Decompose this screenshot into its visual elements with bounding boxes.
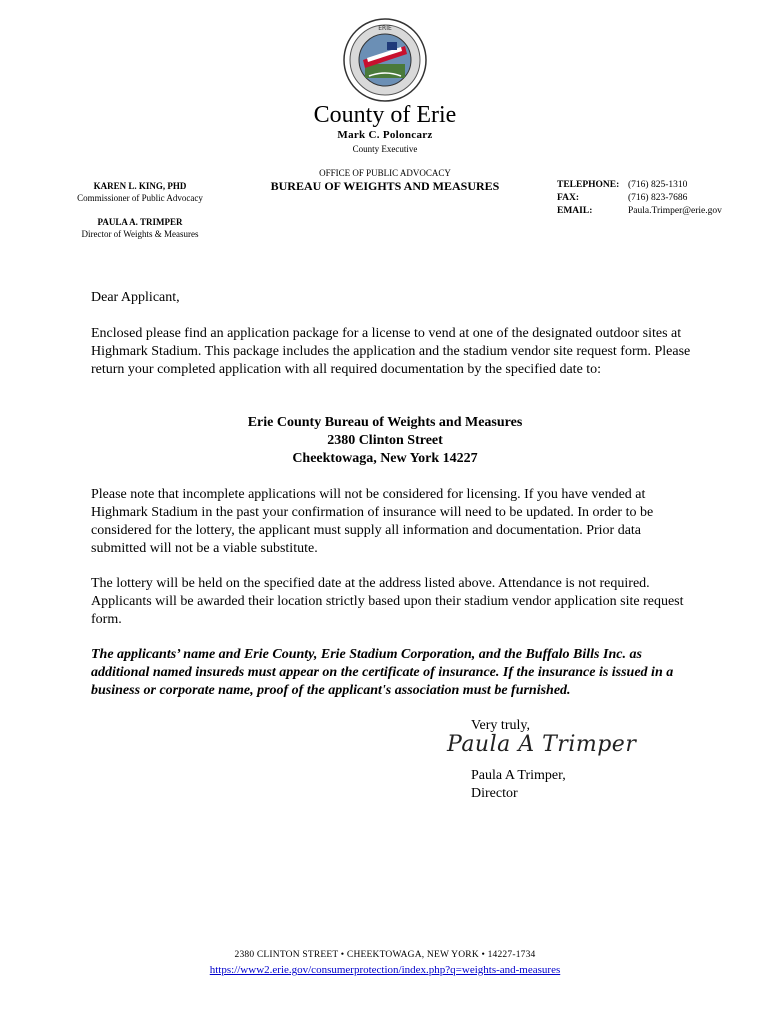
signer-name: Paula A Trimper, (471, 768, 566, 783)
signature: Paula A Trimper (447, 732, 637, 757)
fax-label: FAX: (557, 193, 579, 203)
address-line-1: Erie County Bureau of Weights and Measures (247, 415, 523, 430)
address-line-2: 2380 Clinton Street (327, 433, 443, 448)
contact-block (557, 179, 722, 218)
paragraph-3: The lottery will be held on the specified date at the address listed above. Attendance is not required. Applicants will be awarded their location strictly based upon their stadium vendor application site request form. (91, 576, 684, 627)
footer-address: 2380 CLINTON STREET • CHEEKTOWAGA, NEW YORK • 14227-1734 (234, 950, 536, 960)
address-line-3: Cheektowaga, New York 14227 (292, 451, 478, 466)
svg-text:ERIE: ERIE (378, 25, 392, 32)
closing: Very truly, (471, 718, 530, 733)
paragraph-1: Enclosed please find an application package for a license to vend at one of the designated outdoor sites at Highmark Stadium. This package includes the application and the stadium vendor site request form. Please return your completed application with all required documentation by the specified date to: (91, 326, 691, 377)
email-label: EMAIL: (557, 206, 593, 216)
footer-link[interactable]: https://www2.erie.gov/consumerprotection/index.php?q=weights-and-measures (209, 964, 561, 976)
commissioner-title: Commissioner of Public Advocacy (77, 193, 203, 203)
bureau-name: BUREAU OF WEIGHTS AND MEASURES (270, 179, 500, 193)
director-title: Director of Weights & Measures (81, 229, 199, 239)
telephone-value: (716) 825-1310 (628, 180, 688, 190)
return-address (0, 414, 770, 468)
executive-title: County Executive (352, 144, 418, 154)
executive-name: Mark C. Poloncarz (337, 129, 433, 141)
salutation: Dear Applicant, (91, 290, 180, 305)
commissioner-name: KAREN L. KING, PHD (93, 181, 187, 191)
office-name: OFFICE OF PUBLIC ADVOCACY (319, 168, 451, 178)
county-seal-logo (343, 18, 427, 102)
paragraph-4-insurance-notice: The applicants’ name and Erie County, Erie Stadium Corporation, and the Buffalo Bills Inc. as additional named insureds must appear on the certificate of insurance. If the insurance is issued in a business or corporate name, proof of the applicant's association must be furnished. (91, 647, 674, 698)
county-title: County of Erie (313, 102, 457, 128)
fax-value: (716) 823-7686 (628, 193, 688, 203)
telephone-label: TELEPHONE: (557, 180, 620, 190)
director-block (60, 216, 220, 240)
signer-title: Director (471, 786, 518, 801)
paragraph-2: Please note that incomplete applications will not be considered for licensing. If you have vended at Highmark Stadium in the past your confirmation of insurance will need to be updated. In order to be considered for the lottery, the applicant must supply all information and documentation. Prior data submitted will not be a viable substitute. (91, 487, 654, 556)
commissioner-block (60, 180, 220, 204)
director-name: PAULA A. TRIMPER (97, 217, 183, 227)
email-value: Paula.Trimper@erie.gov (628, 206, 722, 216)
